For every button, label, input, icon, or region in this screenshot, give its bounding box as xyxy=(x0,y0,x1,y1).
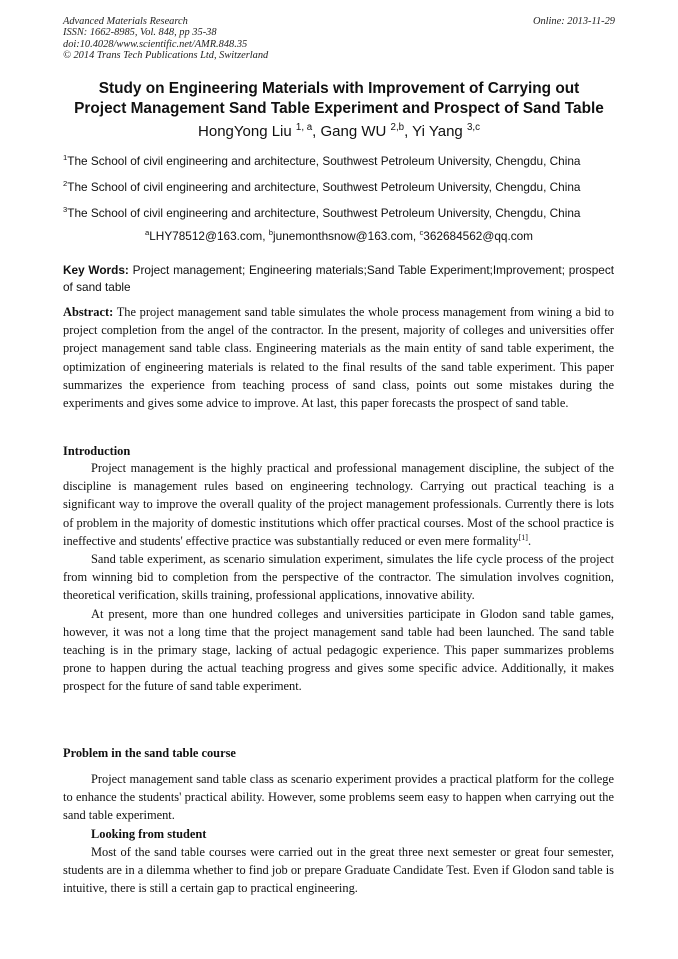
author-affiliation-mark: 1, a xyxy=(295,122,313,133)
journal-name: Advanced Materials Research xyxy=(63,16,188,27)
paragraph: Sand table experiment, as scenario simulation experiment, simulates the life cycle process of the project from winning bid to completion from the perspective of the contractor. The simulation involves cognition, theoretical verification, skills training, professional applications, innovative ability. xyxy=(63,552,614,603)
affiliation-3: $^3$The School of civil engineering and architecture, Southwest Petroleum University, Chengdu, China xyxy=(63,205,581,220)
author-affiliation-mark: 3,c xyxy=(466,122,480,133)
author-emails: $^a$LHY78512@163.com, $^b$junemonthsnow@163.com, $^c$362684562@qq.com xyxy=(144,228,534,243)
author-affiliation-mark: 2,b xyxy=(390,122,405,133)
author-name: Yi Yang xyxy=(412,123,463,140)
title-line-1: Study on Engineering Materials with Improvement of Carrying out xyxy=(98,80,580,97)
email-link[interactable]: LHY78512@163.com, xyxy=(149,229,266,243)
keywords-text: Project management; Engineering materials;Sand Table Experiment;Improvement; prospect of sand table xyxy=(63,263,614,294)
journal-doi: doi:10.4028/www.scientific.net/AMR.848.35 xyxy=(63,38,248,50)
affiliation-2: $^2$The School of civil engineering and architecture, Southwest Petroleum University, Chengdu, China xyxy=(63,179,581,194)
author-list: HongYong Liu $^{1, a}$, Gang WU $^{2,b}$, Yi Yang $^{3,c}$ xyxy=(198,122,480,140)
keywords-label: Key Words: xyxy=(63,263,129,277)
abstract xyxy=(63,303,614,412)
affiliation-1: $^1$The School of civil engineering and architecture, Southwest Petroleum University, Chengdu, China xyxy=(63,153,581,168)
author-name: Gang WU xyxy=(320,123,387,140)
abstract-text: The project management sand table simulates the whole process management from wining a bid to project completion from the angel of the contractor. In the present, majority of colleges and universities offer project management sand table class. Engineering materials as the main entity of sand table experiment, the optimization of engineering materials is related to the final results of the sand table experiment. This paper summarizes the experience from teaching process of sand class, points out some mistakes during the experiments and gives some advice to improve. At last, this paper forecasts the prospect of sand table. xyxy=(63,305,614,411)
email-link[interactable]: 362684562@qq.com xyxy=(423,229,534,243)
paragraph: Project management is the highly practical and professional management discipline, the subject of the discipline is management rules based on engineering technology. Carrying out practical teaching is a significant way to improve the overall quality of the project management professionals. Currently there is lots of problem in the majority of domestic institutions which offer practical courses. Most of the school practice is ineffective and students' effective practice was substantially reduced or even mere formality[1]. xyxy=(63,461,614,548)
introduction-body xyxy=(63,459,614,696)
keywords xyxy=(63,262,614,296)
author-name: HongYong Liu xyxy=(198,123,292,140)
email-link[interactable]: junemonthsnow@163.com, xyxy=(273,229,417,243)
title-line-2: Project Management Sand Table Experiment and Prospect of Sand Table xyxy=(74,100,604,117)
section-heading-problem: Problem in the sand table course xyxy=(63,746,236,760)
citation-ref[interactable]: [1] xyxy=(518,532,528,542)
journal-header xyxy=(63,16,615,61)
journal-issn: ISSN: 1662-8985, Vol. 848, pp 35-38 xyxy=(63,27,217,39)
online-date: Online: 2013-11-29 xyxy=(532,16,615,27)
journal-copyright: © 2014 Trans Tech Publications Ltd, Switzerland xyxy=(63,49,269,61)
abstract-label: Abstract: xyxy=(63,305,114,319)
paragraph: Project management sand table class as scenario experiment provides a practical platform for the college to enhance the students' practical ability. However, some problems seem easy to happen when carrying out the sand table experiment. xyxy=(63,772,614,823)
paragraph: At present, more than one hundred colleges and universities participate in Glodon sand table games, however, it was not a long time that the project management sand table had been launched. The sand table teaching is in the primary stage, lacking of actual pedagogic experience. This paper summarizes problems prone to happen during the actual teaching progress and gives some specific advice. Additionally, it makes prospect for the future of sand table experiment. xyxy=(63,606,614,694)
paper-title xyxy=(40,79,638,119)
subsection-heading: Looking from student xyxy=(91,826,207,841)
paragraph: Most of the sand table courses were carried out in the great three next semester or great four semester, students are in a dilemma whether to find job or prepare Graduate Candidate Test. Even if Glodon sand table is intuitive, there is still a certain gap to practical engineering. xyxy=(63,844,614,896)
section-heading-introduction: Introduction xyxy=(63,444,131,458)
problem-body xyxy=(63,770,614,897)
